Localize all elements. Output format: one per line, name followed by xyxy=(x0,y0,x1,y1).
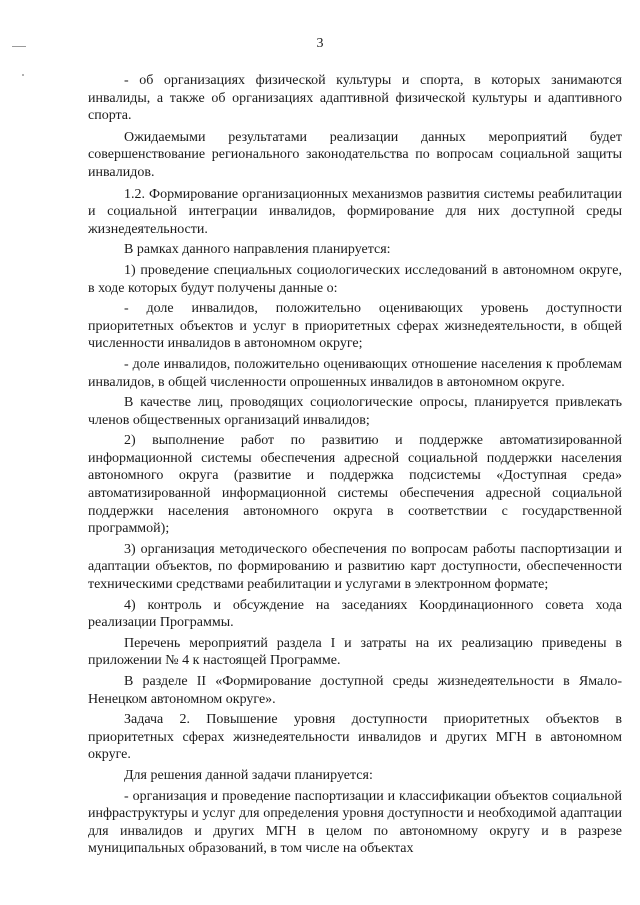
paragraph: В рамках данного направления планируется: xyxy=(124,242,391,258)
page-number: 3 xyxy=(316,36,324,51)
paragraph: 4) контроль и обсуждение на заседаниях Координационного совета хода реализации Программы. xyxy=(88,597,622,631)
paragraph: 1.2. Формирование организационных механизмов развития системы реабилитации и социальной интеграции инвалидов, формирование для них доступной среды жизнедеятельности. xyxy=(88,186,622,237)
paragraph: 3) организация методического обеспечения по вопросам работы паспортизации и адаптации объектов, по формированию и развитию карт доступности, обеспеченности техническими средствами реабилитации и услугами в электронном формате; xyxy=(88,541,622,593)
scan-dot xyxy=(22,74,24,76)
paragraph: 1) проведение специальных социологических исследований в автономном округе, в ходе которых будут получены данные о: xyxy=(88,262,622,296)
body-text xyxy=(88,70,622,858)
paragraph: - организация и проведение паспортизации и классификации объектов социальной инфраструктуры и услуг для определения уровня доступности и необходимой адаптации для инвалидов и других МГН в целом по автономному округу и в разрезе муниципальных образований, в том числе на объектах xyxy=(88,788,622,857)
paragraph: - об организациях физической культуры и спорта, в которых занимаются инвалиды, а также об организациях адаптивной физической культуры и адаптивного спорта. xyxy=(88,73,622,124)
paragraph: - доле инвалидов, положительно оценивающих уровень доступности приоритетных объектов и услуг в приоритетных сферах жизнедеятельности, в общей численности инвалидов в автономном округе; xyxy=(88,301,622,352)
paragraph: 2) выполнение работ по развитию и поддержке автоматизированной информационной системы обеспечения адресной социальной поддержки населения автономного округа (развитие и поддержка подсистемы «Доступная среда» автоматизированной информационной системы обеспечения адресной социальной поддержки населения автономного округа в соответствии с государственной программой); xyxy=(88,433,622,537)
paragraph: Перечень мероприятий раздела I и затраты на их реализацию приведены в приложении № 4 к настоящей Программе. xyxy=(88,635,622,669)
paragraph: В качестве лиц, проводящих социологические опросы, планируется привлекать членов общественных организаций инвалидов; xyxy=(88,395,622,428)
paragraph: Задача 2. Повышение уровня доступности приоритетных объектов в приоритетных сферах жизнедеятельности инвалидов и других МГН в автономном округе. xyxy=(88,712,622,763)
paragraph: Ожидаемыми результатами реализации данных мероприятий будет совершенствование регионального законодательства по вопросам социальной защиты инвалидов. xyxy=(88,129,622,180)
paragraph: - доле инвалидов, положительно оценивающих отношение населения к проблемам инвалидов, в общей численности опрошенных инвалидов в автономном округе. xyxy=(88,356,622,390)
paragraph: В разделе II «Формирование доступной среды жизнедеятельности в Ямало-Ненецком автономном округе». xyxy=(88,674,622,707)
paragraph: Для решения данной задачи планируется: xyxy=(124,767,373,783)
